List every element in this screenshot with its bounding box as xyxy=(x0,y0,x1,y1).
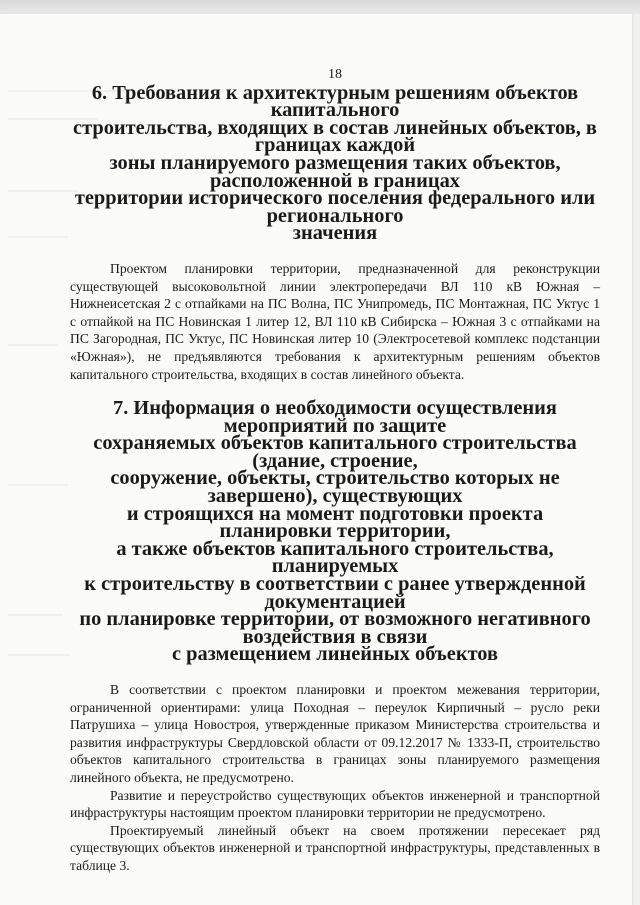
heading-line: сооружение, объекты, строительство которых не завершено), существующих xyxy=(110,467,560,508)
heading-line: по планировке территории, от возможного негативного воздействия в связи xyxy=(79,608,591,648)
heading-line: сохраняемых объектов капитального строительства (здание, строение, xyxy=(93,432,577,472)
heading-line: 6. Требования к архитектурным решениям объектов капитального xyxy=(91,81,579,122)
heading-line: к строительству в соответствии с ранее утвержденной документацией xyxy=(84,573,586,613)
heading-line: территории исторического поселения федерального или регионального xyxy=(74,187,596,227)
section-6-paragraph: Проектом планировки территории, предназначенной для реконструкции существующей высоковольтной линии электропередачи ВЛ 110 кВ Южная – Нижнеисетская 2 с отпайками на ПС Волна, ПС Унипромедь, ПС Монтажная, ПС Уктус 1 с отпайкой на ПС Новинская 1 литер 12, ВЛ 110 кВ Сибирска – Южная 3 с отпайками на ПС Загородная, ПС Уктус, ПС Новинская литер 10 (Электросетевой комплекс подстанции «Южная»), не предъявляются требования к архитектурным решениям объектов капитального строительства, входящих в состав линейного объекта. xyxy=(70,260,600,382)
show-through-line xyxy=(8,236,68,238)
heading-line: и строящихся на момент подготовки проекта планировки территории, xyxy=(126,502,544,543)
show-through-line xyxy=(8,484,68,486)
section-7-paragraph: Развитие и переустройство существующих объектов инженерной и транспортной инфраструктуры настоящим проектом планировки территории не предусмотрено. xyxy=(70,787,600,821)
heading-line: значения xyxy=(292,222,378,245)
section-7-paragraph: Проектируемый линейный объект на своем протяжении пересекает ряд существующих объектов инженерной и транспортной инфраструктуры, представленных в таблице 3. xyxy=(70,822,600,873)
page-number: 18 xyxy=(328,67,342,82)
heading-line: 7. Информация о необходимости осуществления мероприятий по защите xyxy=(113,397,557,437)
heading-line: с размещением линейных объектов xyxy=(171,643,499,666)
scanner-top-bar xyxy=(0,0,640,14)
heading-line: строительства, входящих в состав линейных объектов, в границах каждой xyxy=(73,116,597,157)
page-content xyxy=(70,66,600,875)
show-through-line xyxy=(8,190,78,192)
show-through-line xyxy=(8,344,58,346)
section-6-heading xyxy=(70,81,600,245)
section-7-heading xyxy=(70,397,600,666)
heading-line: зоны планируемого размещения таких объектов, расположенной в границах xyxy=(109,151,561,192)
show-through-line xyxy=(8,614,63,616)
section-7-paragraph: В соответствии с проектом планировки и проектом межевания территории, ограниченной ориентирами: улица Походная – переулок Кирпичный – русло реки Патрушиха – улица Новостроя, утвержденные приказом Министерства строительства и развития инфраструктуры Свердловской области от 09.12.2017 № 1333-П, строительство объектов капитального строительства в границах зоны планируемого размещения линейного объекта, не предусмотрено. xyxy=(70,682,600,785)
heading-line: а также объектов капитального строительства, планируемых xyxy=(116,537,554,578)
show-through-line xyxy=(8,654,70,656)
document-page xyxy=(0,14,632,905)
